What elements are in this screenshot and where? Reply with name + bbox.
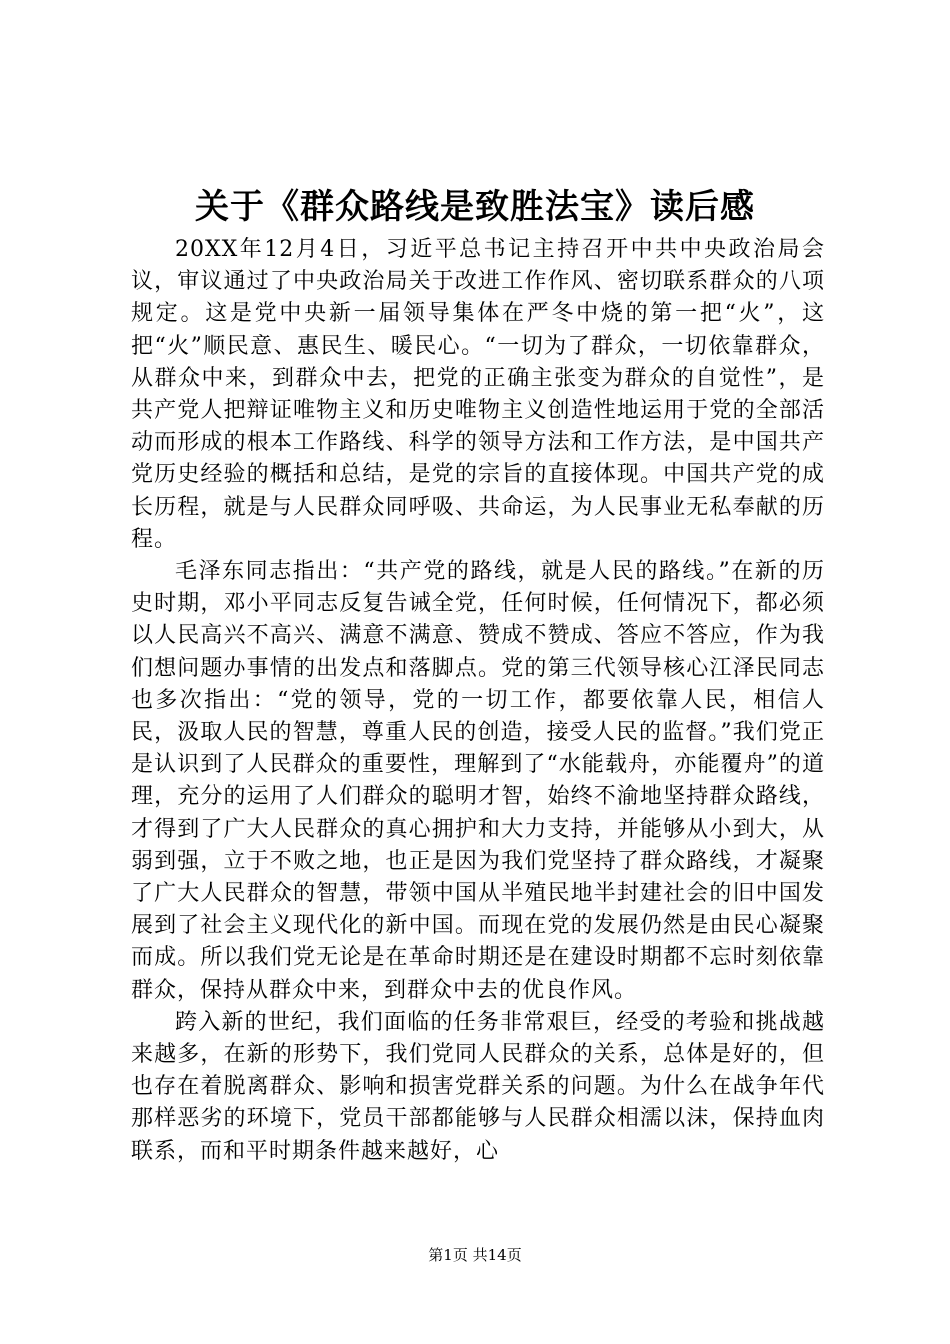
paragraph: 跨入新的世纪，我们面临的任务非常艰巨，经受的考验和挑战越来越多，在新的形势下，我们党同人民群众的关系，总体是好的，但也存在着脱离群众、影响和损害党群关系的问题。为什么在战争年代那样恶劣的环境下，党员干部都能够与人民群众相濡以沫，保持血肉联系，而和平时期条件越来越好，心 <box>131 1009 825 1164</box>
page-footer: 第1页 共14页 <box>428 1246 522 1264</box>
document-body <box>131 234 825 1168</box>
paragraph: 20XX年12月4日，习近平总书记主持召开中共中央政治局会议，审议通过了中央政治局关于改进工作作风、密切联系群众的八项规定。这是党中央新一届领导集体在严冬中烧的第一把“火”，这把“火”顺民意、惠民生、暖民心。“一切为了群众，一切依靠群众，从群众中来，到群众中去，把党的正确主张变为群众的自觉性”，是共产党人把辩证唯物主义和历史唯物主义创造性地运用于党的全部活动而形成的根本工作路线、科学的领导方法和工作方法，是中国共产党历史经验的概括和总结，是党的宗旨的直接体现。中国共产党的成长历程，就是与人民群众同呼吸、共命运，为人民事业无私奉献的历程。 <box>131 237 825 552</box>
paragraph: 毛泽东同志指出：“共产党的路线，就是人民的路线。”在新的历史时期，邓小平同志反复告诫全党，任何时候，任何情况下，都必须以人民高兴不高兴、满意不满意、赞成不赞成、答应不答应，作为我们想问题办事情的出发点和落脚点。党的第三代领导核心江泽民同志也多次指出：“党的领导，党的一切工作，都要依靠人民，相信人民，汲取人民的智慧，尊重人民的创造，接受人民的监督。”我们党正是认识到了人民群众的重要性，理解到了“水能载舟，亦能覆舟”的道理，充分的运用了人们群众的聪明才智，始终不渝地坚持群众路线，才得到了广大人民群众的真心拥护和大力支持，并能够从小到大，从弱到强，立于不败之地，也正是因为我们党坚持了群众路线，才凝聚了广大人民群众的智慧，带领中国从半殖民地半封建社会的旧中国发展到了社会主义现代化的新中国。而现在党的发展仍然是由民心凝聚而成。所以我们党无论是在革命时期还是在建设时期都不忘时刻依靠群众，保持从群众中来，到群众中去的优良作风。 <box>131 559 825 1003</box>
document-title: 关于《群众路线是致胜法宝》读后感 <box>195 187 755 227</box>
